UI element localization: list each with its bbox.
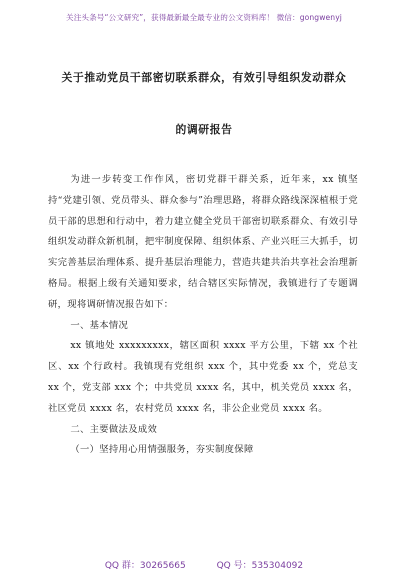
section-heading-basic: 一、基本情况 bbox=[70, 319, 129, 331]
intro-paragraph: 为进一步转变工作作风，密切党群干群关系，近年来，xx 镇坚持“党建引领、党员带头、群众参与”治理思路，将群众路线深深植根于党员干部的思想和行动中，着力建立健全党员干部密切联系群众、有效引导组织发动群众新机制，把牢制度保障、组织体系、产业兴旺三大抓手，切实完善基层治理体系、提升基层治理能力，营造共建共治共享社会治理新格局。根据上级有关通知要求，结合辖区实际情况，我镇进行了专题调研，现将调研情况报告如下： bbox=[48, 174, 358, 310]
qq-number-text: QQ 号：535304092 bbox=[216, 561, 304, 571]
contact-footer bbox=[0, 558, 408, 571]
section-heading-practices: 二、主要做法及成效 bbox=[70, 423, 158, 435]
qq-group-text: QQ 群：30265665 bbox=[104, 561, 186, 571]
basic-info-paragraph: xx 镇地处 xxxxxxxxx，辖区面积 xxxx 平方公里，下辖 xx 个社区、xx 个行政村。我镇现有党组织 xxx 个，其中党委 xx 个，党总支 xx 个，党支部 xxx 个；中共党员 xxxx 名，其中，机关党员 xxxx 名，社区党员 xxxx 名，农村党员 xxxx 名，非公企业党员 xxxx 名。 bbox=[48, 340, 358, 414]
document-body bbox=[48, 170, 358, 461]
document-title-line2: 的调研报告 bbox=[175, 123, 233, 136]
subsection-heading-1: （一）坚持用心用情强服务，夯实制度保障 bbox=[70, 444, 254, 456]
document-title-line1: 关于推动党员干部密切联系群众，有效引导组织发动群众 bbox=[61, 71, 347, 84]
watermark-banner: 关注头条号“公文研究”，获得最新最全最专业的公文资料库！ 微信：gongwenyj bbox=[66, 13, 342, 22]
